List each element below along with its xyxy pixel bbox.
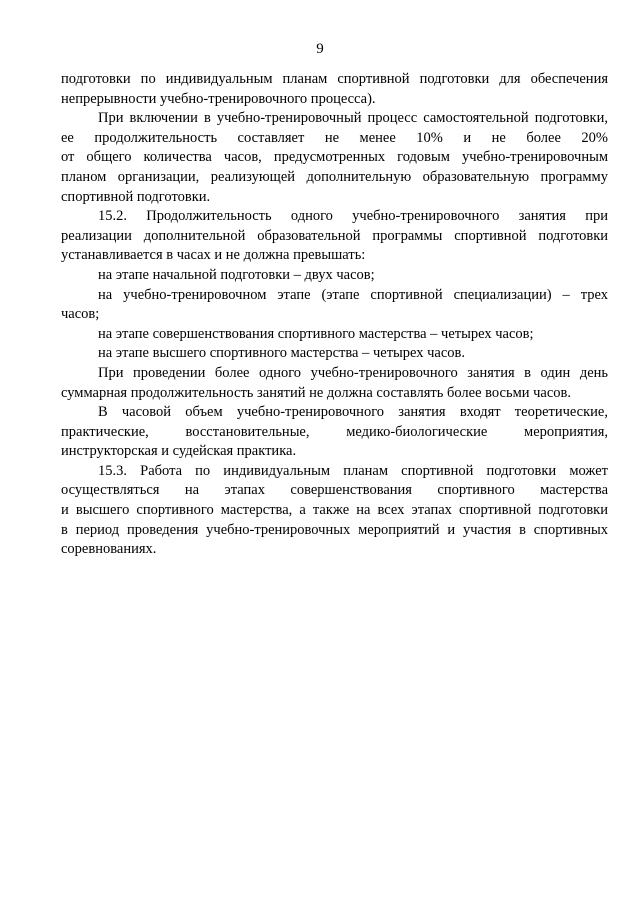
text-line: непрерывности учебно-тренировочного процесса). bbox=[61, 90, 376, 107]
text-line: соревнованиях. bbox=[61, 541, 157, 558]
text-line: При включении в учебно-тренировочный процесс самостоятельной подготовки, bbox=[98, 110, 608, 127]
document-body bbox=[61, 70, 608, 560]
text-line: суммарная продолжительность занятий не должна составлять более восьми часов. bbox=[61, 384, 572, 401]
text-line: и высшего спортивного мастерства, а также на всех этапах спортивной подготовки bbox=[61, 502, 608, 519]
text-line: на этапе совершенствования спортивного мастерства – четырех часов; bbox=[98, 325, 534, 342]
text-line: на этапе начальной подготовки – двух часов; bbox=[98, 266, 375, 283]
text-line: в период проведения учебно-тренировочных мероприятий и участия в спортивных bbox=[61, 521, 608, 538]
text-line: устанавливается в часах и не должна превышать: bbox=[61, 247, 366, 264]
text-line: В часовой объем учебно-тренировочного занятия входят теоретические, bbox=[98, 404, 608, 421]
text-line: на учебно-тренировочном этапе (этапе спортивной специализации) – трех bbox=[98, 286, 608, 303]
text-line: При проведении более одного учебно-тренировочного занятия в один день bbox=[98, 364, 608, 381]
text-line: часов; bbox=[61, 306, 100, 323]
text-line: на этапе высшего спортивного мастерства – четырех часов. bbox=[98, 345, 466, 362]
text-line: от общего количества часов, предусмотренных годовым учебно-тренировочным bbox=[61, 149, 608, 166]
text-line: подготовки по индивидуальным планам спортивной подготовки для обеспечения bbox=[61, 71, 608, 87]
text-line: планом организации, реализующей дополнительную образовательную программу bbox=[61, 168, 608, 185]
page-number: 9 bbox=[316, 41, 324, 57]
text-line: 15.2. Продолжительность одного учебно-тренировочного занятия при bbox=[98, 208, 608, 225]
text-line: осуществляться на этапах совершенствования спортивного мастерства bbox=[61, 482, 608, 499]
text-line: 15.3. Работа по индивидуальным планам спортивной подготовки может bbox=[98, 462, 608, 479]
text-line: спортивной подготовки. bbox=[61, 188, 211, 205]
text-line: реализации дополнительной образовательной программы спортивной подготовки bbox=[61, 227, 608, 244]
text-line: инструкторская и судейская практика. bbox=[61, 443, 297, 460]
text-line: практические, восстановительные, медико-биологические мероприятия, bbox=[61, 423, 608, 440]
text-line: ее продолжительность составляет не менее 10% и не более 20% bbox=[61, 129, 608, 146]
